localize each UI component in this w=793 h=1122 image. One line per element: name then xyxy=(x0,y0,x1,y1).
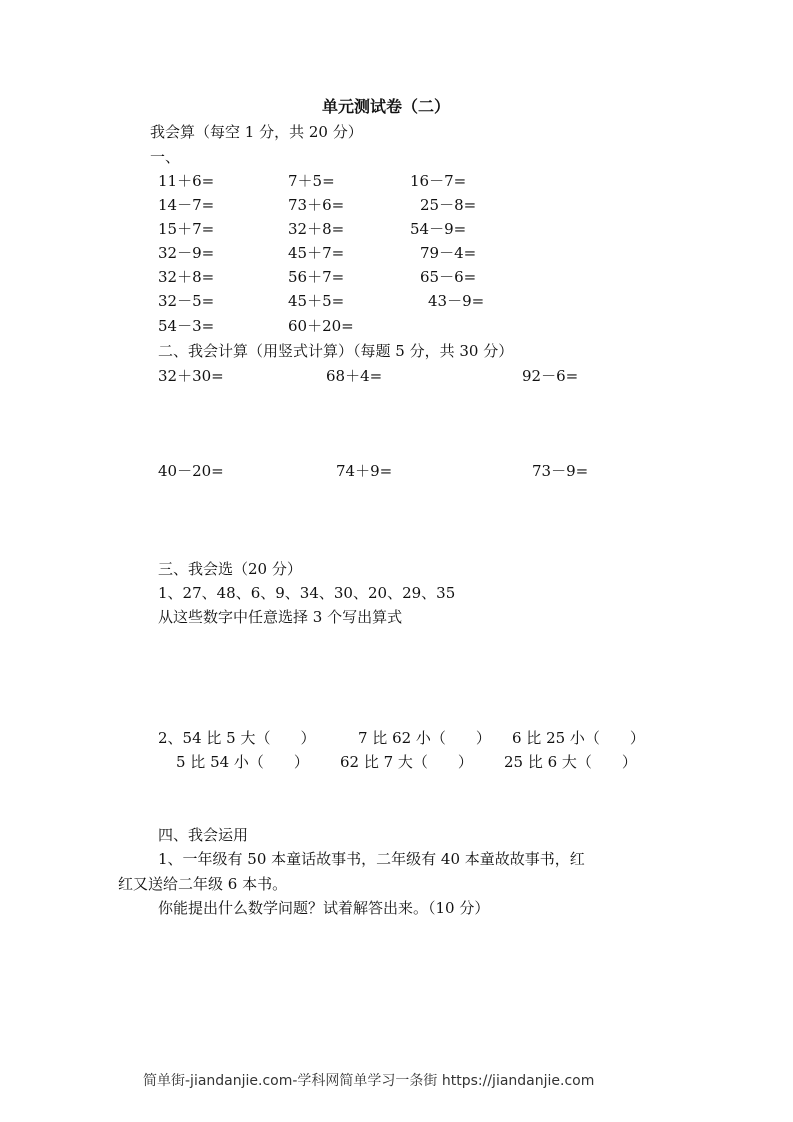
vertical-calc-1: 32＋30= xyxy=(158,367,224,385)
section1-number: 一、 xyxy=(150,148,181,166)
exercise-r1-c3: 16－7= xyxy=(410,172,467,190)
vertical-calc-6: 73－9= xyxy=(532,462,589,480)
compare-r1-c2: 7 比 62 小（ ） xyxy=(358,729,491,747)
exercise-r2-c3: 25－8= xyxy=(420,196,477,214)
compare-r2-c3: 25 比 6 大（ ） xyxy=(504,753,637,771)
exercise-r5-c2: 56＋7= xyxy=(288,268,345,286)
section1-heading: 我会算（每空 1 分，共 20 分） xyxy=(150,123,363,141)
number-list: 1、27、48、6、9、34、30、20、29、35 xyxy=(158,584,456,602)
vertical-calc-2: 68＋4= xyxy=(326,367,383,385)
compare-r2-c2: 62 比 7 大（ ） xyxy=(340,753,473,771)
vertical-calc-3: 92－6= xyxy=(522,367,579,385)
exercise-r3-c1: 15＋7= xyxy=(158,220,215,238)
compare-r1-c3: 6 比 25 小（ ） xyxy=(512,729,645,747)
word-problem-question: 你能提出什么数学问题？试着解答出来。（10 分） xyxy=(158,899,490,917)
exercise-r4-c2: 45＋7= xyxy=(288,244,345,262)
section3-heading: 三、我会选（20 分） xyxy=(158,560,302,578)
exercise-r1-c1: 11＋6= xyxy=(158,172,215,190)
page-footer: 简单街-jiandanjie.com-学科网简单学习一条街 https://jiandanjie.com xyxy=(143,1073,595,1089)
exercise-r1-c2: 7＋5= xyxy=(288,172,335,190)
exercise-r4-c3: 79－4= xyxy=(420,244,477,262)
exercise-r2-c1: 14－7= xyxy=(158,196,215,214)
word-problem-line1: 1、一年级有 50 本童话故事书，二年级有 40 本童故故事书，红 xyxy=(158,850,585,868)
page-title: 单元测试卷（二） xyxy=(322,97,451,116)
exercise-r4-c1: 32－9= xyxy=(158,244,215,262)
exercise-r7-c1: 54－3= xyxy=(158,317,215,335)
select-instruction: 从这些数字中任意选择 3 个写出算式 xyxy=(158,608,403,626)
exercise-r2-c2: 73＋6= xyxy=(288,196,345,214)
vertical-calc-4: 40－20= xyxy=(158,462,224,480)
vertical-calc-5: 74＋9= xyxy=(336,462,393,480)
compare-r2-c1: 5 比 54 小（ ） xyxy=(176,753,309,771)
exercise-r5-c1: 32＋8= xyxy=(158,268,215,286)
section4-heading: 四、我会运用 xyxy=(158,826,249,844)
section2-heading: 二、我会计算（用竖式计算）（每题 5 分，共 30 分） xyxy=(158,342,514,360)
word-problem-line2: 红又送给二年级 6 本书。 xyxy=(118,875,288,893)
exercise-r6-c2: 45＋5= xyxy=(288,292,345,310)
exercise-r7-c2: 60＋20= xyxy=(288,317,354,335)
exercise-r6-c1: 32－5= xyxy=(158,292,215,310)
exercise-r6-c3: 43－9= xyxy=(428,292,485,310)
exercise-r5-c3: 65－6= xyxy=(420,268,477,286)
compare-r1-c1: 2、54 比 5 大（ ） xyxy=(158,729,316,747)
exercise-r3-c2: 32＋8= xyxy=(288,220,345,238)
exercise-r3-c3: 54－9= xyxy=(410,220,467,238)
